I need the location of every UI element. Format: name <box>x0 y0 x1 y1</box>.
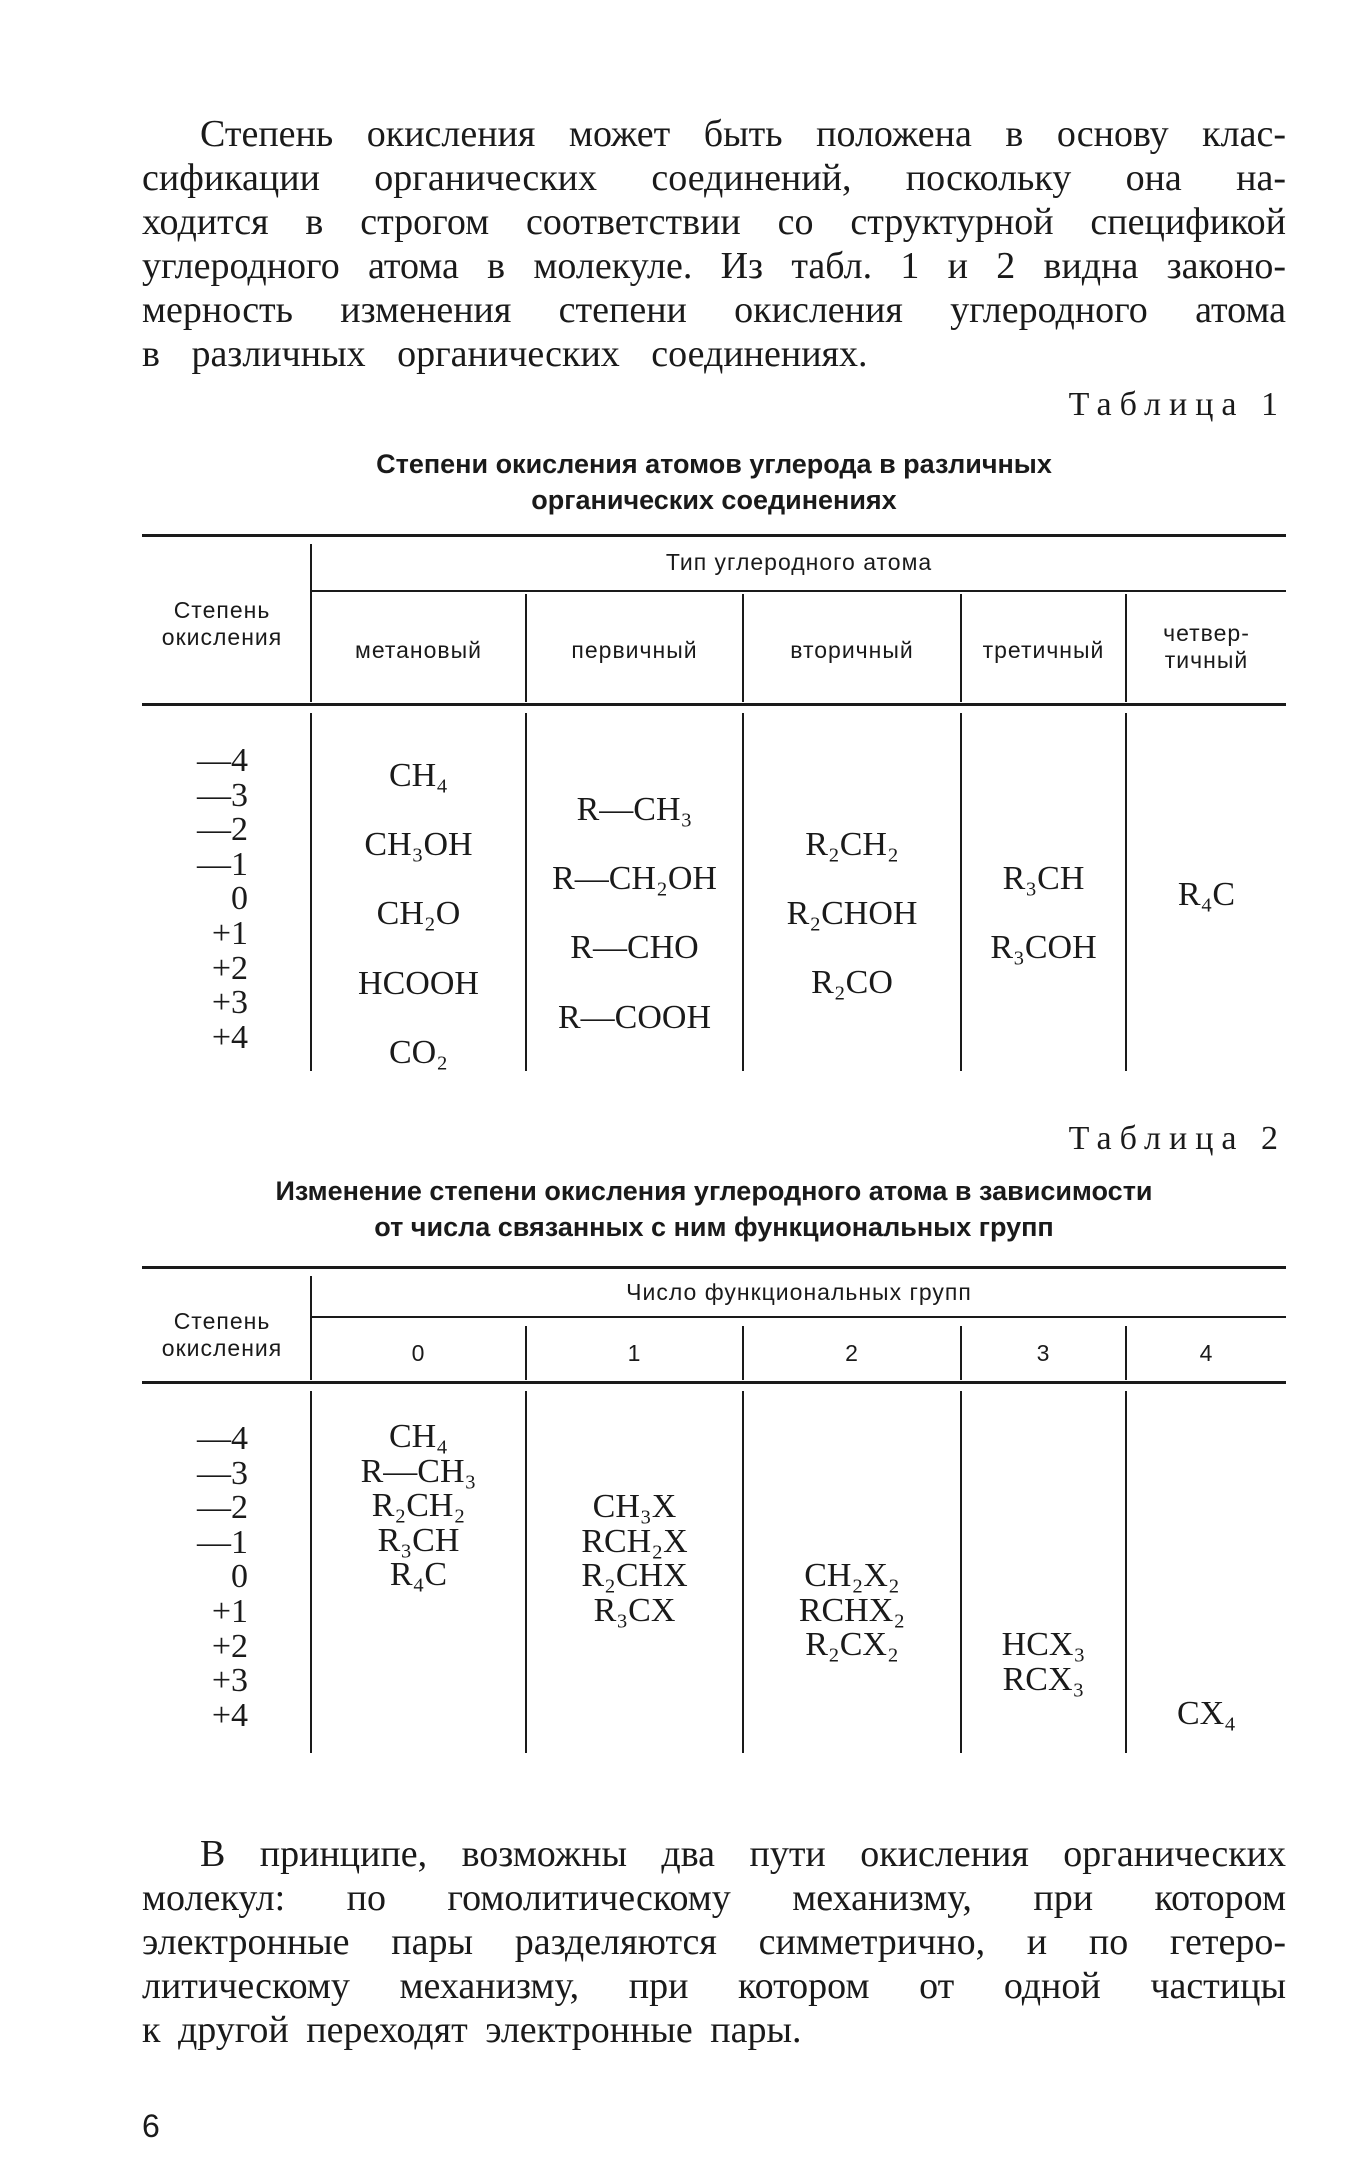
oxidation-state: —1 <box>197 845 248 883</box>
table1-title-line: Степени окисления атомов углерода в различных <box>376 449 1052 479</box>
oxidation-state: 0 <box>231 880 248 918</box>
table1-row-header <box>142 597 302 651</box>
intro-paragraph <box>142 112 1286 376</box>
oxidation-state: —4 <box>197 1420 248 1457</box>
table2-col-divider <box>960 1391 962 1753</box>
intro-line: в различных органических соединениях. <box>142 333 868 375</box>
table2-col-header: 2 <box>845 1340 859 1366</box>
oxidation-state: —3 <box>197 776 248 814</box>
table1-header-rule <box>142 703 1286 706</box>
oxidation-state: +4 <box>211 1696 248 1734</box>
row-header-line: Степень <box>173 1308 271 1334</box>
oxidation-state: —2 <box>197 1489 248 1527</box>
oxidation-state: —3 <box>197 1454 248 1492</box>
col-header-line: четвер- <box>1163 620 1250 646</box>
table2-top-rule <box>142 1266 1286 1269</box>
oxidation-state: +1 <box>211 1592 248 1630</box>
formula: CH₃OH <box>364 826 473 864</box>
table1-tertiary-column <box>962 844 1125 982</box>
table2-title-line: Изменение степени окисления углеродного атома в зависимости <box>275 1176 1153 1206</box>
oxidation-state: +2 <box>211 1627 248 1665</box>
formula: HCOOH <box>358 964 479 1002</box>
intro-line: углеродного атома в молекуле. Из табл. 1 и 2 видна законо- <box>142 245 1286 287</box>
formula: R₄C <box>1177 876 1236 913</box>
table1-group-rule <box>312 590 1286 592</box>
row-header-line: Степень <box>173 597 271 623</box>
closing-line: молекул: по гомолитическому механизму, при котором <box>142 1877 1286 1919</box>
formula: R₄C <box>389 1556 448 1594</box>
table1-top-rule <box>142 534 1286 537</box>
table1-label: Таблица 1 <box>1068 386 1286 423</box>
formula: R₃COH <box>990 929 1097 967</box>
row-header-line: окисления <box>161 1335 283 1361</box>
table1-col-header: метановый <box>355 637 482 663</box>
table2-header-rule <box>142 1381 1286 1384</box>
formula: R₂CO <box>811 964 893 1002</box>
oxidation-state: +3 <box>211 984 248 1022</box>
closing-line: электронные пары разделяются симметрично, и по гетеро- <box>142 1921 1286 1963</box>
formula: CH₄ <box>388 1418 449 1455</box>
table2-col-header: 0 <box>411 1340 426 1366</box>
table2-group-header: Число функциональных групп <box>626 1279 972 1305</box>
formula: RCX₃ <box>1002 1660 1085 1698</box>
formula: R₂CH₂ <box>371 1487 466 1525</box>
table2-col0 <box>312 1420 525 1593</box>
formula: CH₃X <box>592 1488 677 1525</box>
table2-col2 <box>744 1559 960 1663</box>
oxidation-state: +1 <box>211 914 248 952</box>
table2-col3 <box>962 1628 1125 1697</box>
formula: CO₂ <box>388 1033 449 1071</box>
formula: CH₄ <box>388 757 449 794</box>
table2-col-header: 4 <box>1199 1340 1214 1366</box>
table2-oxidation-states <box>148 1422 248 1733</box>
formula: R₃CX <box>593 1591 676 1629</box>
closing-line: литическому механизму, при котором от одной частицы <box>142 1965 1286 2007</box>
formula: HCX₃ <box>1001 1626 1086 1663</box>
closing-paragraph <box>142 1832 1286 2052</box>
intro-line: ходится в строгом соответствии со структурной спецификой <box>142 201 1286 243</box>
formula: RCHX₂ <box>798 1591 906 1629</box>
table1-primary-column <box>527 775 742 1052</box>
table2-col4 <box>1127 1697 1286 1732</box>
intro-line: Степень окисления может быть положена в основу клас- <box>200 113 1286 155</box>
formula: R₂CX₂ <box>805 1626 899 1664</box>
formula: R—COOH <box>557 998 712 1036</box>
oxidation-state: +4 <box>211 1018 248 1056</box>
closing-line: к другой переходят электронные пары. <box>142 2009 802 2051</box>
table1-title-line: органических соединениях <box>531 485 897 515</box>
formula: R—CH₃ <box>360 1452 477 1490</box>
table1-col-header <box>1127 620 1286 674</box>
col-header-line: тичный <box>1164 647 1249 673</box>
table2-col-header: 1 <box>627 1340 642 1366</box>
formula: CH₂X₂ <box>804 1557 900 1594</box>
formula: R₃CH <box>1002 860 1085 897</box>
table1-col-header: вторичный <box>790 637 914 663</box>
table2-col1 <box>527 1490 742 1628</box>
formula: CX₄ <box>1176 1695 1237 1732</box>
table2-group-rule <box>312 1316 1286 1318</box>
table2-title <box>142 1173 1286 1245</box>
oxidation-state: —2 <box>197 811 248 849</box>
oxidation-state: —4 <box>197 742 248 779</box>
table1-quaternary-column <box>1127 878 1286 913</box>
table1-secondary-column <box>744 810 960 1018</box>
table2-col-header: 3 <box>1036 1340 1051 1366</box>
formula: R—CH₂OH <box>552 860 717 898</box>
formula: R—CHO <box>570 929 699 967</box>
table1-group-header: Тип углеродного атома <box>665 549 933 575</box>
formula: RCH₂X <box>581 1522 688 1560</box>
table1-col-header: третичный <box>982 637 1105 663</box>
table1-methane-column <box>312 741 525 1087</box>
oxidation-state: —1 <box>197 1523 248 1561</box>
table2-title-line: от числа связанных с ним функциональных групп <box>374 1212 1054 1242</box>
oxidation-state: 0 <box>231 1558 248 1596</box>
oxidation-state: +3 <box>211 1662 248 1700</box>
formula: R₂CH₂ <box>805 826 899 863</box>
oxidation-state: +2 <box>211 949 248 987</box>
formula: R₂CHOH <box>786 895 918 933</box>
intro-line: мерность изменения степени окисления углеродного атома <box>142 289 1286 331</box>
table2-row-header <box>142 1308 302 1362</box>
table2-label: Таблица 2 <box>1068 1120 1286 1157</box>
formula: R—CH₃ <box>576 791 693 828</box>
table1-title <box>142 446 1286 518</box>
formula: R₂CHX <box>581 1557 688 1595</box>
formula: CH₂O <box>376 895 461 933</box>
formula: R₃CH <box>377 1521 460 1559</box>
closing-line: В принципе, возможны два пути окисления органических <box>200 1833 1286 1875</box>
intro-line: сификации органических соединений, поскольку она на- <box>142 157 1286 199</box>
row-header-line: окисления <box>161 624 283 650</box>
table1-col-header: первичный <box>571 637 698 663</box>
table1-oxidation-states <box>148 744 248 1055</box>
page-number: 6 <box>142 2108 160 2144</box>
